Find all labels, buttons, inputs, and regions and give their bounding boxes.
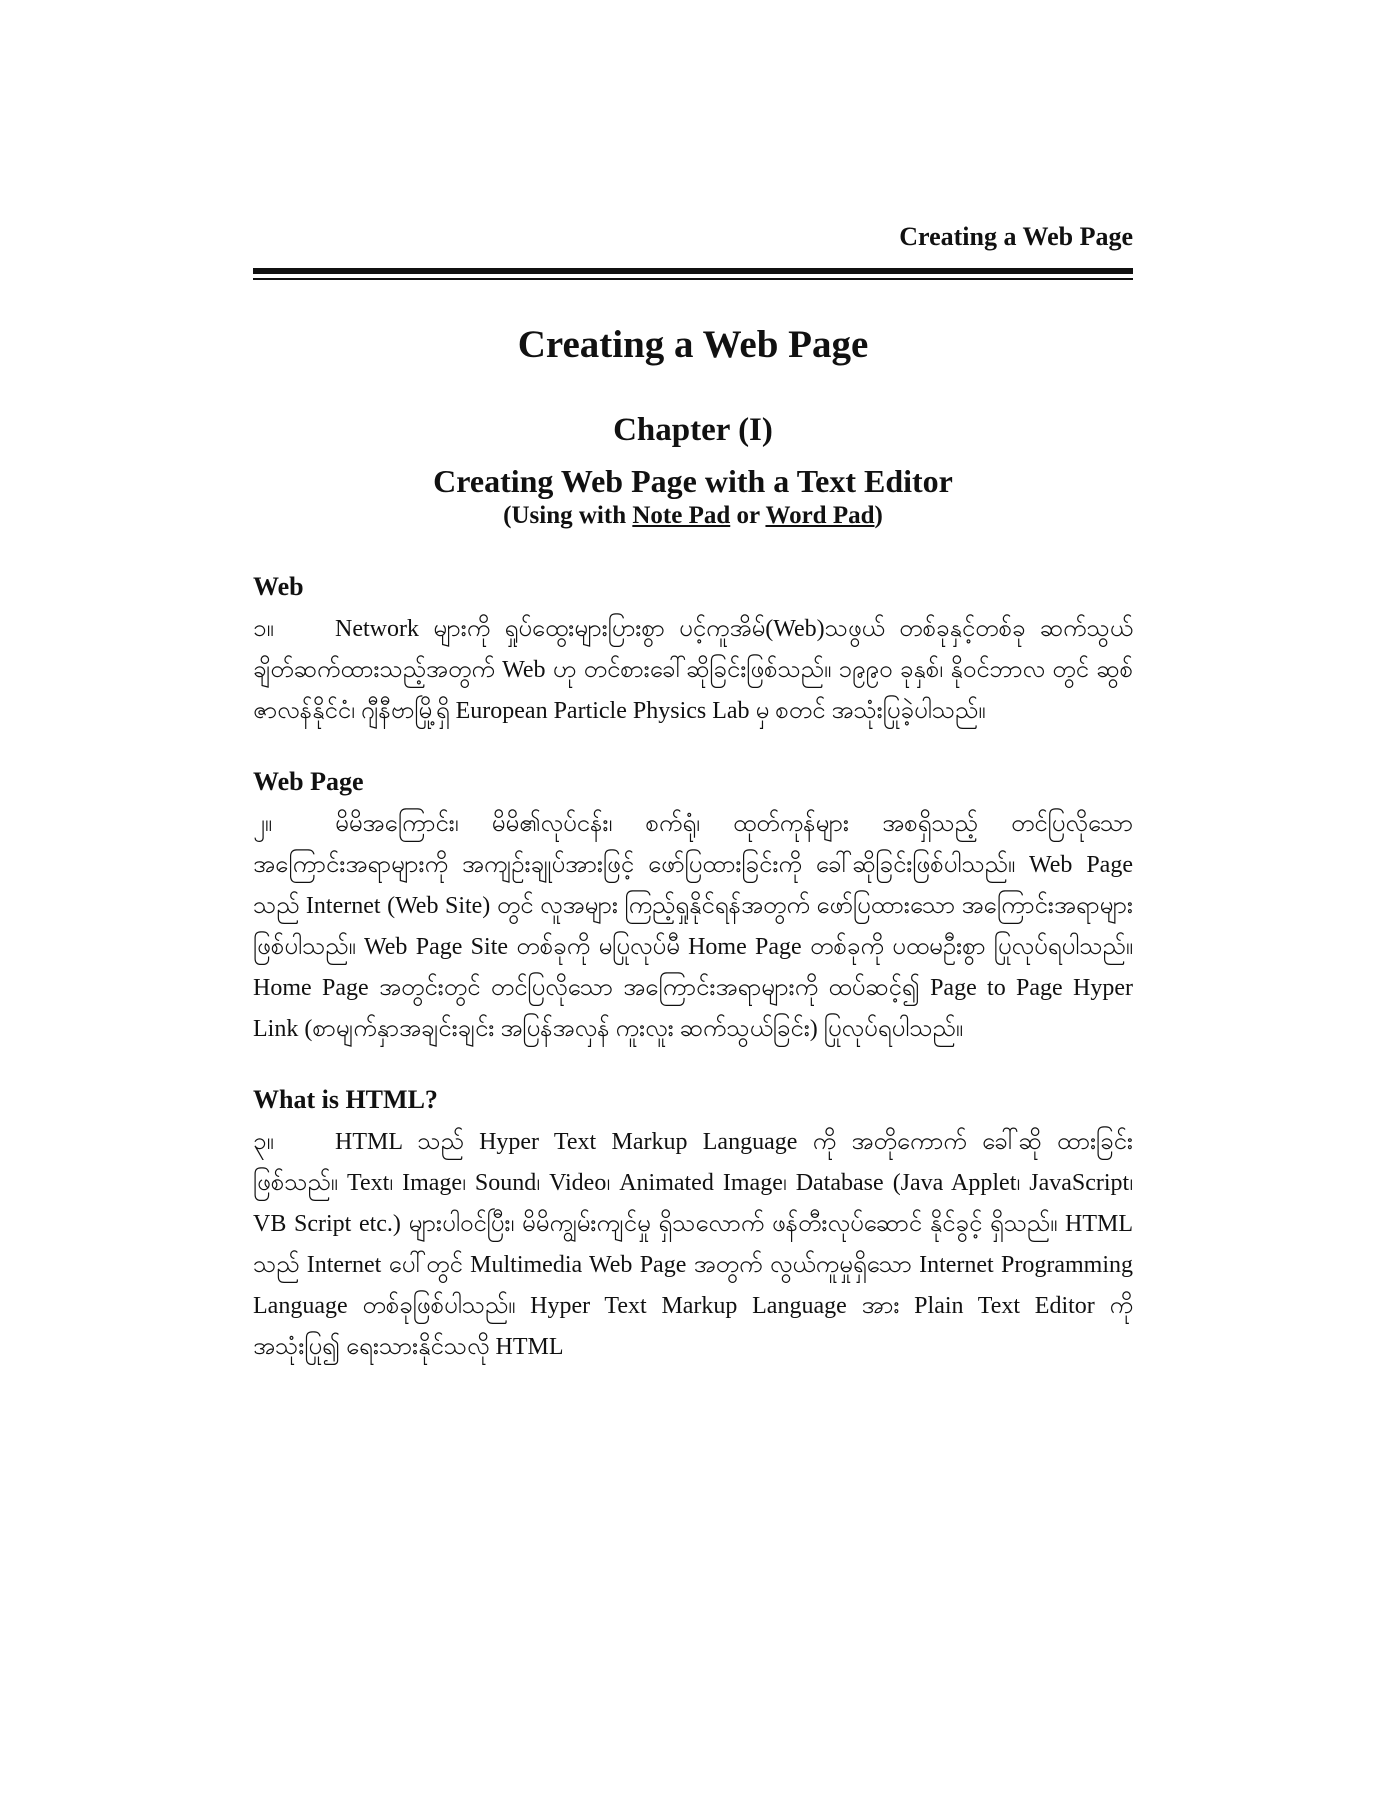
document-title: Creating a Web Page: [517, 323, 869, 366]
section-paragraph-what-is-html: [253, 1122, 1133, 1368]
section-paragraph-web-page: [253, 804, 1133, 1050]
word-pad-text: Word Pad: [765, 502, 875, 529]
paragraph-text: မိမိအကြောင်း၊ မိမိ၏လုပ်ငန်း၊ စက်ရုံ၊ ထုတ်ကုန်များ အစရှိသည့် တင်ပြလိုသော အကြောင်းအရာများကို အကျဉ်းချုပ်အားဖြင့် ဖော်ပြထားခြင်းကို ခေါ်ဆိုခြင်းဖြစ်ပါသည်။ Web Page သည် Internet (Web Site) တွင် လူအများ ကြည့်ရှုနိုင်ရန်အတွက် ဖော်ပြထားသော အကြောင်းအရာများ ဖြစ်ပါသည်။ Web Page Site တစ်ခုကို မပြုလုပ်မီ Home Page တစ်ခုကို ပထမဦးစွာ ပြုလုပ်ရပါသည်။ Home Page အတွင်းတွင် တင်ပြလိုသော အကြောင်းအရာများကို ထပ်ဆင့်၍ Page to Page Hyper Link (စာမျက်နှာအချင်းချင်း အပြန်အလှန် ကူးလူး ဆက်သွယ်ခြင်း) ပြုလုပ်ရပါသည်။: [253, 811, 1133, 1042]
chapter-heading: Chapter (I): [613, 412, 773, 448]
section-heading-web: Web: [253, 572, 304, 601]
paragraph-number: ၁။: [253, 616, 274, 642]
paragraph-text: Network များကို ရှုပ်ထွေးများပြားစွာ ပင့်ကူအိမ်(Web)သဖွယ် တစ်ခုနှင့်တစ်ခု ဆက်သွယ် ချိတ်ဆက်ထားသည့်အတွက် Web ဟု တင်စားခေါ်ဆိုခြင်းဖြစ်သည်။ ၁၉၉၀ ခုနှစ်၊ နိုဝင်ဘာလ တွင် ဆွစ်ဇာလန်နိုင်ငံ၊ ဂျီနီဗာမြို့ရှိ European Particle Physics Lab မှ စတင် အသုံးပြုခဲ့ပါသည်။: [253, 616, 1133, 724]
section-heading-web-page: Web Page: [253, 767, 364, 796]
section-paragraph-web: [253, 609, 1133, 732]
paragraph-number: ၃။: [253, 1129, 274, 1155]
section-heading-what-is-html: What is HTML?: [253, 1085, 438, 1114]
note-pad-text: Note Pad: [632, 502, 731, 529]
subsubtitle-prefix: (Using with: [503, 502, 633, 529]
running-header: Creating a Web Page: [899, 222, 1133, 251]
subsubtitle-or: or: [730, 502, 766, 529]
paragraph-number: ၂။: [253, 811, 273, 837]
header-rule-thick: [253, 268, 1133, 274]
document-page: [253, 222, 1133, 1368]
header-rule-thin: [253, 278, 1133, 280]
subsubtitle-suffix: ): [874, 502, 883, 529]
chapter-subtitle: Creating Web Page with a Text Editor: [433, 463, 953, 499]
paragraph-text: HTML သည် Hyper Text Markup Language ကို အတိုကောက် ခေါ်ဆို ထားခြင်း ဖြစ်သည်။ Text၊ Image၊ Sound၊ Video၊ Animated Image၊ Database (Java Applet၊ JavaScript၊ VB Script etc.) များပါဝင်ပြီး၊ မိမိကျွမ်းကျင်မှု ရှိသလောက် ဖန်တီးလုပ်ဆောင် နိုင်ခွင့် ရှိသည်။ HTML သည် Internet ပေါ်တွင် Multimedia Web Page အတွက် လွယ်ကူမှုရှိသော Internet Programming Language တစ်ခုဖြစ်ပါသည်။ Hyper Text Markup Language အား Plain Text Editor ကို အသုံးပြု၍ ရေးသားနိုင်သလို HTML: [253, 1129, 1133, 1360]
chapter-subsubtitle: [253, 501, 1133, 531]
